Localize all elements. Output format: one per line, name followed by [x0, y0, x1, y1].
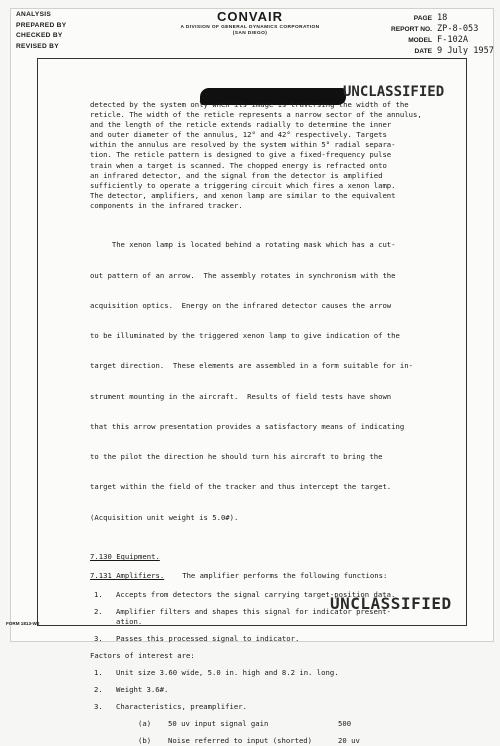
paragraph-reticle — [90, 100, 450, 211]
text-line: acquisition optics. Energy on the infrared detector causes the arrow — [90, 300, 392, 310]
text-line: target direction. These elements are assembled in a form suitable for in- — [90, 361, 414, 371]
company-header — [160, 10, 340, 37]
text-line: to be illuminated by the triggered xenon lamp to give indication of the — [90, 331, 400, 341]
report-info — [376, 13, 494, 57]
model-row — [376, 35, 494, 46]
classification-stamp-top: UNCLASSIFIED — [343, 84, 445, 100]
form-number: FORM 1813-W/I — [6, 621, 40, 626]
prepared-by-label: PREPARED BY — [16, 21, 67, 29]
text-line: sufficiently to operate a triggering circuit which fires a xenon lamp. — [90, 180, 396, 190]
item-number: 1. — [94, 668, 103, 678]
report-label: REPORT NO. — [390, 26, 432, 33]
model-label: MODEL — [408, 37, 432, 44]
factor-item — [90, 702, 450, 712]
characteristic-name: 50 uv input signal gain — [168, 719, 269, 729]
text-line: within the annulus are resolved by the system within 5° radial separa- — [90, 140, 396, 150]
item-text: ation. — [116, 617, 143, 627]
date-label: DATE — [414, 48, 432, 55]
text-line: detected by the system only when its image is traversing the width of the — [90, 100, 409, 109]
characteristic-label: (b) — [138, 736, 152, 746]
characteristic-row — [90, 736, 450, 746]
item-number: 2. — [94, 607, 103, 617]
report-value: ZP-8-053 — [437, 24, 479, 34]
section-equipment — [90, 552, 450, 562]
text-line: train when a target is scanned. The chopped energy is refracted onto — [90, 160, 387, 170]
item-text: Accepts from detectors the signal carrying target-position data. — [116, 590, 396, 600]
date-row — [376, 46, 494, 57]
date-value: 9 July 1957 — [437, 46, 494, 56]
text-line: an infrared detector, and the signal from the detector is amplified — [90, 170, 383, 180]
item-text: Passes this processed signal to indicator. — [116, 634, 300, 644]
item-text: Weight 3.6#. — [116, 685, 169, 695]
text-line: target within the field of the tracker and thus intercept the target. — [90, 482, 392, 492]
item-number: 3. — [94, 702, 103, 712]
item-number: 2. — [94, 685, 103, 695]
revised-by-label: REVISED BY — [16, 42, 59, 50]
section-heading-equipment: 7.130 Equipment. — [90, 552, 160, 562]
characteristic-name: Noise referred to input (shorted) — [168, 736, 313, 746]
analysis-label: ANALYSIS — [16, 11, 52, 18]
company-name: CONVAIR — [217, 9, 283, 24]
page-label: PAGE — [413, 15, 432, 22]
text-line: and outer diameter of the annulus, 12° and 42° respectively. Targets — [90, 130, 387, 140]
header-labels — [16, 10, 66, 52]
text-line: that this arrow presentation provides a satisfactory means of indicating — [90, 421, 405, 431]
text-line: (Acquisition unit weight is 5.0#). — [90, 512, 239, 522]
item-text: Unit size 3.60 wide, 5.0 in. high and 8.2 in. long. — [116, 668, 339, 678]
section-amplifiers — [90, 571, 450, 581]
item-number: 1. — [94, 590, 103, 600]
factor-item — [90, 668, 450, 678]
division-name: A DIVISION OF GENERAL DYNAMICS CORPORATION — [180, 25, 320, 30]
page-value: 18 — [437, 13, 448, 23]
text-line: The detector, amplifiers, and xenon lamp are similar to the equivalent — [90, 190, 396, 200]
model-value: F-102A — [437, 35, 469, 45]
item-text: Characteristics, preamplifier. — [116, 702, 247, 712]
text-line: reticle. The width of the reticle represents a narrow sector of the annulus, — [90, 110, 422, 120]
text-line: out pattern of an arrow. The assembly rotates in synchronism with the — [90, 270, 396, 280]
item-number: 3. — [94, 634, 103, 644]
section-heading-amplifiers: 7.131 Amplifiers. — [90, 571, 165, 581]
checked-by-label: CHECKED BY — [16, 32, 63, 40]
location-name: (SAN DIEGO) — [232, 31, 268, 36]
document-body — [90, 100, 450, 746]
text-line: The xenon lamp is located behind a rotating mask which has a cut- — [90, 240, 396, 250]
text-line: strument mounting in the aircraft. Results of field tests have shown — [90, 391, 392, 401]
section-amplifiers-intro: The amplifier performs the following functions: — [182, 571, 388, 581]
text-line: and the length of the reticle extends radially to determine the inner — [90, 120, 392, 130]
factors-heading: Factors of interest are: — [90, 651, 195, 661]
text-line: to the pilot the direction he should turn his aircraft to bring the — [90, 452, 383, 462]
characteristic-value: 20 uv — [338, 736, 360, 746]
text-line: tion. The reticle pattern is designed to give a fixed-frequency pulse — [90, 150, 392, 160]
characteristic-row — [90, 719, 450, 729]
characteristic-label: (a) — [138, 719, 152, 729]
item-text: Amplifier filters and shapes this signal for indicator present- — [116, 607, 391, 617]
characteristic-value: 500 — [338, 719, 352, 729]
page-row — [376, 13, 494, 24]
factor-item — [90, 685, 450, 695]
text-line: components in the infrared tracker. — [90, 200, 243, 210]
classification-stamp-bottom: UNCLASSIFIED — [330, 594, 452, 613]
report-row — [376, 24, 494, 35]
paragraph-xenon-lamp — [90, 220, 450, 543]
